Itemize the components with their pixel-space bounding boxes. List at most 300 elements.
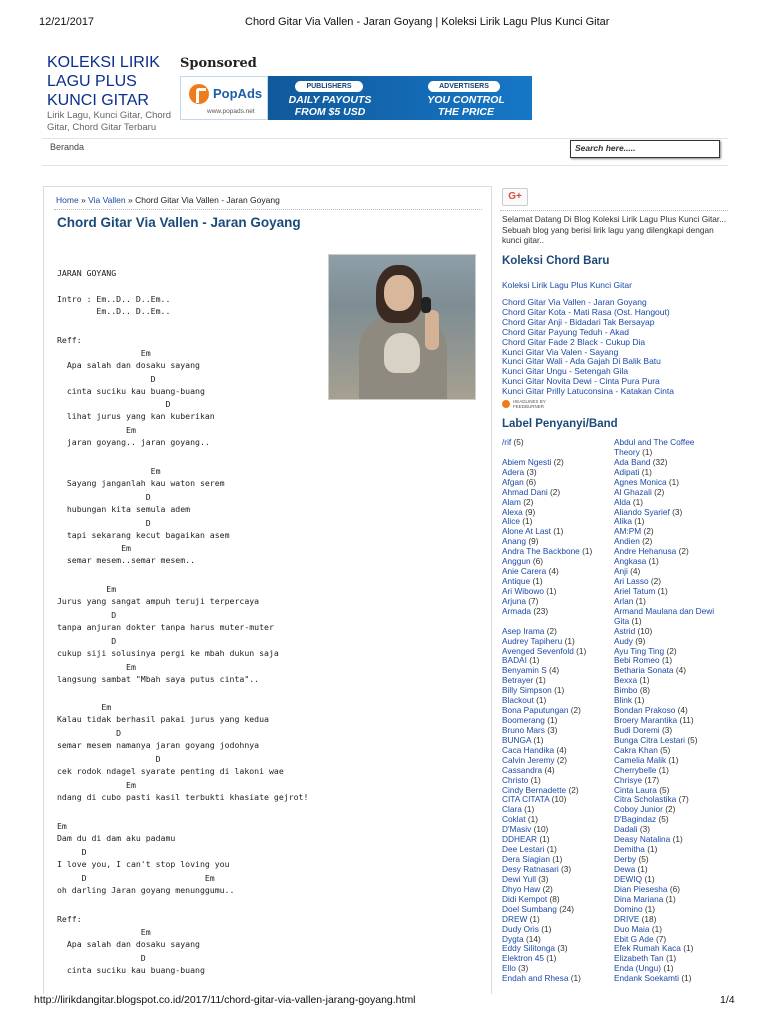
label-link[interactable] <box>502 437 524 447</box>
label-count: (1) <box>639 675 650 686</box>
lyric-line: Em <box>57 425 136 435</box>
label-link[interactable] <box>614 735 697 745</box>
label-count: (2) <box>643 526 654 537</box>
label-name: Dina Mariana <box>614 893 664 904</box>
label-link[interactable] <box>502 874 548 884</box>
label-link[interactable] <box>614 576 661 586</box>
sponsored-label: Sponsored <box>180 56 257 71</box>
label-link[interactable] <box>502 894 560 904</box>
label-link[interactable] <box>502 924 551 934</box>
label-link[interactable] <box>502 636 575 646</box>
ad-advertisers-text <box>416 94 516 118</box>
label-name: DREW <box>502 913 528 924</box>
label-link[interactable] <box>502 785 579 795</box>
label-link[interactable] <box>614 914 656 924</box>
label-link[interactable] <box>502 586 556 596</box>
label-link[interactable] <box>614 626 652 636</box>
label-name: Armand Maulana dan Dewi <box>614 605 715 616</box>
label-link[interactable] <box>502 814 538 824</box>
label-name: Audrey Tapiheru <box>502 635 563 646</box>
lyric-line: Intro : Em..D.. D..Em.. <box>57 294 171 304</box>
label-count: (1) <box>576 645 587 656</box>
label-name: AM:PM <box>614 526 642 537</box>
label-count: (4) <box>549 665 560 676</box>
label-name: Asep Irama <box>502 625 545 636</box>
label-link[interactable] <box>502 526 563 536</box>
label-link[interactable] <box>502 834 550 844</box>
label-link[interactable] <box>502 626 557 636</box>
label-link[interactable] <box>614 477 679 487</box>
label-count: (6) <box>526 476 537 487</box>
label-link[interactable] <box>502 765 555 775</box>
label-count: (11) <box>679 715 694 726</box>
label-name: Dhyo Haw <box>502 883 541 894</box>
recent-post-link[interactable]: Kunci Gitar Novita Dewi - Cinta Pura Pura <box>502 376 660 387</box>
label-link[interactable] <box>502 536 538 546</box>
label-name: Theory <box>614 446 640 457</box>
label-count: (2) <box>650 576 662 587</box>
label-name: Andra The Backbone <box>502 546 580 557</box>
label-link[interactable] <box>502 646 586 656</box>
label-count: (1) <box>658 764 669 775</box>
label-count: (1) <box>661 655 673 666</box>
lyric-line: Em <box>57 702 112 712</box>
label-name: Abiem Ngesti <box>502 456 552 467</box>
label-link[interactable] <box>614 546 689 556</box>
label-link[interactable] <box>502 695 546 705</box>
blog-title[interactable]: KOLEKSI LIRIK LAGU PLUS KUNCI GITAR <box>47 54 160 109</box>
recent-post-link[interactable]: Chord Gitar Anji - Bidadari Tak Bersayap <box>502 316 655 327</box>
label-name: Cassandra <box>502 764 543 775</box>
label-count: (2) <box>556 754 568 765</box>
label-name: Ebit G Ade <box>614 933 654 944</box>
label-link[interactable] <box>614 655 672 665</box>
label-link[interactable] <box>502 914 540 924</box>
label-link[interactable] <box>502 725 557 735</box>
label-link[interactable] <box>614 924 662 934</box>
label-link[interactable] <box>614 675 650 685</box>
label-link[interactable] <box>614 487 664 497</box>
photo-face <box>384 275 414 311</box>
label-name: Adera <box>502 466 525 477</box>
recent-heading: Koleksi Chord Baru <box>502 255 610 267</box>
label-link[interactable] <box>502 685 564 695</box>
label-link[interactable] <box>502 775 541 785</box>
label-link[interactable] <box>502 566 559 576</box>
label-name: Angkasa <box>614 556 647 567</box>
lyric-line: tapi sekarang kecut bagaikan asem <box>57 530 230 540</box>
label-name: Arlan <box>614 595 634 606</box>
lyric-line: Kalau tidak berhasil pakai jurus yang kedua <box>57 714 269 724</box>
feedburner-line-1: HEADLINES BY <box>513 399 546 404</box>
label-name: Armada <box>502 605 532 616</box>
label-count: (4) <box>544 764 555 775</box>
label-link[interactable] <box>502 665 559 675</box>
lyric-line: Em..D.. D..Em.. <box>57 306 171 316</box>
post-container <box>43 186 492 994</box>
label-count: (4) <box>675 665 686 676</box>
label-count: (1) <box>681 973 692 984</box>
label-link[interactable] <box>502 576 543 586</box>
label-link[interactable] <box>614 586 668 596</box>
label-count: (1) <box>635 595 646 606</box>
label-count: (1) <box>642 446 653 457</box>
label-link[interactable] <box>614 556 659 566</box>
label-count: (2) <box>542 883 553 894</box>
label-link[interactable] <box>502 953 556 963</box>
label-count: (1) <box>554 685 565 696</box>
label-count: (1) <box>564 635 575 646</box>
label-name: Audy <box>614 635 633 646</box>
label-name: Enda (Ungu) <box>614 963 662 974</box>
label-link[interactable] <box>502 973 581 983</box>
recent-post-link[interactable]: Kunci Gitar Wali - Ada Gajah Di Balik Batu <box>502 356 661 367</box>
label-count: (1) <box>529 913 540 924</box>
label-link[interactable] <box>614 864 648 874</box>
label-name: Didi Kempot <box>502 893 548 904</box>
label-name: Benyamin S <box>502 665 547 676</box>
label-link[interactable] <box>614 953 676 963</box>
print-url: http://lirikdangitar.blogspot.co.id/2017/11/chord-gitar-via-vallen-jarang-goyang.html <box>34 994 416 1006</box>
lyric-line: D <box>57 399 171 409</box>
label-count: (24) <box>559 903 574 914</box>
label-link[interactable] <box>502 715 557 725</box>
label-name: Camelia Malik <box>614 754 667 765</box>
label-count: (2) <box>568 784 579 795</box>
popads-logo-icon <box>189 84 209 104</box>
lyric-line: Em <box>57 662 136 672</box>
lyric-line: cukup siji solusinya pergi ke mbah dukun saja <box>57 648 279 658</box>
label-link[interactable] <box>614 765 669 775</box>
print-page-number: 1/4 <box>720 994 735 1006</box>
label-count: (2) <box>678 546 689 557</box>
label-name: Ahmad Dani <box>502 486 548 497</box>
label-link[interactable] <box>502 804 534 814</box>
label-name: Astrid <box>614 625 636 636</box>
label-name: Bexxa <box>614 675 638 686</box>
label-count: (1) <box>657 585 668 596</box>
label-link[interactable] <box>614 437 694 447</box>
label-count: (1) <box>665 893 676 904</box>
label-count: (3) <box>518 963 529 974</box>
label-name: Betharia Sonata <box>614 665 674 676</box>
label-link[interactable] <box>502 546 592 556</box>
lyric-line: D <box>57 754 161 764</box>
recent-post-link[interactable]: Kunci Gitar Ungu - Setengah Gila <box>502 366 629 377</box>
label-name: DRIVE <box>614 913 640 924</box>
print-header <box>0 16 768 30</box>
label-link[interactable] <box>614 536 652 546</box>
label-name: DEWIQ <box>614 873 643 884</box>
label-link[interactable] <box>614 725 672 735</box>
recent-post-link[interactable]: Chord Gitar Kota - Mati Rasa (Ost. Hangout) <box>502 306 670 317</box>
lyric-line: D <box>57 953 146 963</box>
label-count: (1) <box>541 923 552 934</box>
label-name: Christo <box>502 774 529 785</box>
lyric-line: Em <box>57 927 151 937</box>
label-name: Alam <box>502 496 521 507</box>
label-name: Betrayer <box>502 675 534 686</box>
label-link[interactable] <box>502 884 553 894</box>
label-name: Endank Soekamti <box>614 973 680 984</box>
label-link[interactable] <box>614 665 686 675</box>
label-link[interactable] <box>502 745 567 755</box>
ad-banner[interactable] <box>180 76 532 120</box>
label-count: (2) <box>666 645 677 656</box>
label-link[interactable] <box>614 785 669 795</box>
label-link[interactable] <box>502 943 568 953</box>
label-link[interactable] <box>614 934 666 944</box>
label-count: (1) <box>634 516 645 527</box>
label-link[interactable] <box>502 507 535 517</box>
label-count: (1) <box>524 804 535 815</box>
label-link[interactable] <box>614 904 655 914</box>
label-name: Alice <box>502 516 520 527</box>
label-link[interactable] <box>502 864 571 874</box>
label-link[interactable] <box>614 834 683 844</box>
label-name: Domino <box>614 903 643 914</box>
feedburner-line-2: FEEDBURNER <box>513 404 545 409</box>
ad-advertisers-line-2: THE PRICE <box>437 106 494 118</box>
label-count: (1) <box>530 774 541 785</box>
label-name: Alika <box>614 516 632 527</box>
recent-post-link[interactable]: Chord Gitar Via Vallen - Jaran Goyang <box>502 297 647 307</box>
google-plus-button[interactable]: G+ <box>502 188 528 206</box>
label-name: Andre Hehanusa <box>614 546 677 557</box>
label-count: (1) <box>546 585 557 596</box>
divider <box>500 210 728 211</box>
label-link[interactable] <box>614 467 652 477</box>
label-link[interactable] <box>502 516 532 526</box>
label-name: Anggun <box>502 556 531 567</box>
label-link[interactable] <box>614 606 714 616</box>
label-count: (5) <box>638 854 649 865</box>
search-input[interactable]: Search here..... <box>570 140 720 158</box>
label-name: Bruno Mars <box>502 724 545 735</box>
label-link[interactable] <box>502 467 537 477</box>
label-link[interactable] <box>502 904 574 914</box>
label-link[interactable] <box>502 824 548 834</box>
label-name: Boomerang <box>502 715 545 726</box>
label-link[interactable] <box>502 705 581 715</box>
label-link[interactable] <box>614 745 670 755</box>
label-name: Eddy Silitonga <box>502 943 556 954</box>
breadcrumb-separator: » <box>78 195 89 205</box>
label-link[interactable] <box>614 636 645 646</box>
label-name: Alda <box>614 496 631 507</box>
label-name: Cakra Khan <box>614 744 658 755</box>
label-name: DDHEAR <box>502 834 538 845</box>
lyric-line: Em <box>57 466 161 476</box>
label-link[interactable] <box>614 824 650 834</box>
label-link[interactable] <box>502 596 538 606</box>
label-link[interactable] <box>614 755 679 765</box>
breadcrumb-separator: » <box>125 195 136 205</box>
label-name: Citra Scholastika <box>614 794 677 805</box>
label-link[interactable] <box>614 973 691 983</box>
label-link[interactable] <box>502 934 541 944</box>
breadcrumb-home[interactable]: Home <box>56 195 79 205</box>
label-count: (1) <box>648 556 659 567</box>
label-link[interactable] <box>614 715 694 725</box>
label-name: Aliando Syarief <box>614 506 670 517</box>
label-link[interactable] <box>614 507 682 517</box>
label-link[interactable] <box>614 894 676 904</box>
label-link[interactable] <box>614 814 669 824</box>
label-count: (2) <box>570 705 581 716</box>
lyric-line: D <box>57 847 87 857</box>
label-link[interactable] <box>614 804 675 814</box>
lyric-line: D <box>57 636 117 646</box>
label-name: Dadali <box>614 824 638 835</box>
feedburner-badge[interactable] <box>502 398 572 410</box>
lyric-line: Em <box>57 821 67 831</box>
label-name: Cindy Bernadette <box>502 784 567 795</box>
lyric-line: ndang di cubo pasti kasil terbukti khasiate gejrot! <box>57 792 309 802</box>
lyric-line: D <box>57 610 117 620</box>
label-link[interactable] <box>614 596 646 606</box>
label-count: (1) <box>539 834 550 845</box>
label-count: (1) <box>668 754 679 765</box>
recent-subtitle[interactable]: Koleksi Lirik Lagu Plus Kunci Gitar <box>502 280 632 290</box>
label-link[interactable] <box>502 457 564 467</box>
label-link[interactable] <box>614 497 643 507</box>
label-name: Coklat <box>502 814 526 825</box>
lyric-line: semar mesem namanya jaran goyang jodohnya <box>57 740 260 750</box>
breadcrumb-category[interactable]: Via Vallen <box>88 195 126 205</box>
label-link[interactable] <box>614 616 642 626</box>
lyric-line: lihat jurus yang kan kuberikan <box>57 411 215 421</box>
lyric-line: Em <box>57 780 136 790</box>
post-title[interactable]: Chord Gitar Via Vallen - Jaran Goyang <box>57 215 301 230</box>
label-name: Elizabeth Tan <box>614 953 664 964</box>
label-name: Anji <box>614 566 628 577</box>
recent-post-link[interactable]: Chord Gitar Payung Teduh - Akad <box>502 326 629 337</box>
label-link[interactable] <box>614 695 644 705</box>
label-count: (1) <box>631 615 642 626</box>
label-name: Blink <box>614 695 632 706</box>
label-link[interactable] <box>614 457 668 467</box>
label-link[interactable] <box>502 675 546 685</box>
label-count: (1) <box>634 695 645 706</box>
label-count: (1) <box>522 516 533 527</box>
label-link[interactable] <box>502 606 548 616</box>
label-count: (5) <box>659 784 670 795</box>
label-link[interactable] <box>614 844 657 854</box>
ad-publishers-text <box>280 94 380 118</box>
ad-brand: PopAds <box>213 86 263 101</box>
label-count: (1) <box>663 963 674 974</box>
label-count: (1) <box>552 854 563 865</box>
label-name: Antique <box>502 576 531 587</box>
label-count: (4) <box>556 744 567 755</box>
ad-publishers-line-2: FROM $5 USD <box>294 106 366 118</box>
label-name: Anang <box>502 536 526 547</box>
label-link[interactable] <box>502 556 543 566</box>
lyric-line: cek rodok ndagel syarate penting di lakoni wae <box>57 766 284 776</box>
label-count: (1) <box>546 844 557 855</box>
label-count: (1) <box>668 476 680 487</box>
nav-bar <box>42 138 728 166</box>
label-link[interactable] <box>614 526 654 536</box>
lyric-line: Sayang janganlah kau waton serem <box>57 478 225 488</box>
label-count: (1) <box>644 903 656 914</box>
lyric-line: Jurus yang sangat ampuh teruji terpercaya <box>57 596 260 606</box>
label-name: Demitha <box>614 844 645 855</box>
label-link[interactable] <box>502 854 562 864</box>
label-link[interactable] <box>502 963 528 973</box>
label-name: Billy Simpson <box>502 685 552 696</box>
label-count: (2) <box>654 486 665 497</box>
label-link[interactable] <box>614 775 659 785</box>
label-link[interactable] <box>502 655 539 665</box>
recent-post-link[interactable]: Kunci Gitar Prilly Latuconsina - Katakan Cinta <box>502 386 674 397</box>
lyric-line: hubungan kita semula adem <box>57 504 191 514</box>
recent-post-link[interactable]: Chord Gitar Fade 2 Black - Cukup Dia <box>502 336 646 347</box>
label-link[interactable] <box>614 794 689 804</box>
label-link[interactable] <box>614 705 688 715</box>
print-footer <box>0 994 768 1008</box>
label-name: Anie Carera <box>502 566 547 577</box>
label-link[interactable] <box>614 516 644 526</box>
label-count: (4) <box>548 566 559 577</box>
label-link[interactable] <box>614 884 680 894</box>
feedburner-text <box>513 399 546 409</box>
label-name: CITA CITATA <box>502 794 550 805</box>
label-name: Dygta <box>502 933 524 944</box>
label-count: (3) <box>661 724 673 735</box>
recent-post-link[interactable]: Kunci Gitar Via Valen - Sayang <box>502 346 619 357</box>
label-count: (1) <box>651 923 662 934</box>
label-link[interactable] <box>614 646 677 656</box>
label-name: Deasy Natalina <box>614 834 671 845</box>
label-link[interactable] <box>614 943 693 953</box>
label-count: (2) <box>523 496 534 507</box>
label-count: (8) <box>639 685 650 696</box>
label-count: (2) <box>665 804 676 815</box>
label-link[interactable] <box>502 794 566 804</box>
label-count: (5) <box>687 734 698 745</box>
label-count: (1) <box>647 844 658 855</box>
breadcrumb <box>56 195 280 205</box>
ad-logo <box>180 76 268 120</box>
label-link[interactable] <box>502 487 560 497</box>
lyric-line: D <box>57 374 156 384</box>
label-count: (1) <box>582 546 593 557</box>
lyric-line: JARAN GOYANG <box>57 268 117 278</box>
nav-home-link[interactable]: Beranda <box>50 142 85 152</box>
label-name: D'Bagindaz <box>614 814 657 825</box>
label-link[interactable] <box>614 447 652 457</box>
lyric-line: cinta suciku kau buang-buang <box>57 386 205 396</box>
label-count: (32) <box>652 456 668 467</box>
label-link[interactable] <box>614 685 650 695</box>
label-link[interactable] <box>614 874 655 884</box>
label-count: (8) <box>549 893 560 904</box>
label-count: (1) <box>683 943 694 954</box>
label-link[interactable] <box>614 963 674 973</box>
label-link[interactable] <box>502 735 544 745</box>
label-count: (1) <box>529 655 540 666</box>
label-name: Cinta Laura <box>614 784 657 795</box>
label-link[interactable] <box>614 566 640 576</box>
label-link[interactable] <box>502 844 557 854</box>
label-link[interactable] <box>502 497 533 507</box>
label-link[interactable] <box>502 477 536 487</box>
label-link[interactable] <box>614 854 649 864</box>
label-count: (3) <box>672 506 683 517</box>
label-link[interactable] <box>502 755 567 765</box>
